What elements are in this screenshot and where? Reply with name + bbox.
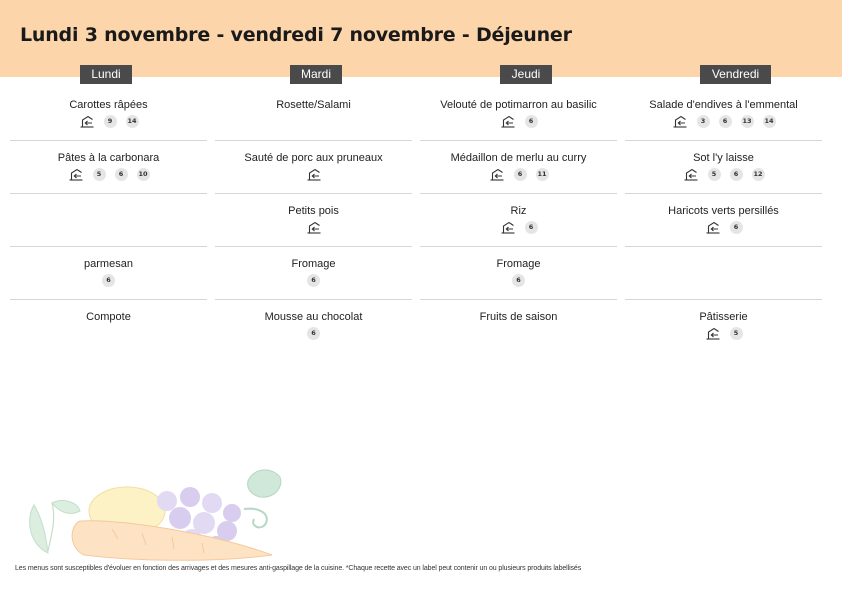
- menu-item-vendredi-3: [625, 194, 822, 247]
- allergen-badge: 6: [307, 274, 320, 287]
- menu-item-jeudi-2: [420, 141, 617, 194]
- dish-tags: [625, 221, 822, 234]
- allergen-badge: 6: [514, 168, 527, 181]
- menu-item-lundi-5: [10, 300, 207, 353]
- allergen-badge: 14: [763, 115, 776, 128]
- anti-waste-label-icon: [683, 168, 699, 181]
- dish-tags: [215, 221, 412, 234]
- dish-tags: [10, 168, 207, 181]
- dish-tags: [420, 115, 617, 128]
- day-tab-lundi: Lundi: [80, 65, 132, 84]
- allergen-badge: 5: [93, 168, 106, 181]
- dish-tags: [215, 274, 412, 287]
- menu-item-lundi-3: [10, 194, 207, 247]
- menu-item-vendredi-5: [625, 300, 822, 353]
- anti-waste-label-icon: [79, 115, 95, 128]
- menu-column-vendredi: [625, 88, 822, 353]
- menu-column-jeudi: [420, 88, 617, 353]
- menu-item-vendredi-1: [625, 88, 822, 141]
- dish-tags: [420, 274, 617, 287]
- dish-tags: [420, 221, 617, 234]
- anti-waste-label-icon: [705, 327, 721, 340]
- menu-item-jeudi-1: [420, 88, 617, 141]
- allergen-badge: 6: [730, 168, 743, 181]
- anti-waste-label-icon: [306, 221, 322, 234]
- allergen-badge: 6: [307, 327, 320, 340]
- dish-tags: [625, 168, 822, 181]
- anti-waste-label-icon: [306, 168, 322, 181]
- allergen-badge: 6: [719, 115, 732, 128]
- allergen-badge: 9: [104, 115, 117, 128]
- allergen-badge: 5: [730, 327, 743, 340]
- dish-name: Fromage: [496, 258, 541, 270]
- dish-name: Médaillon de merlu au curry: [450, 152, 587, 164]
- menu-item-mardi-3: [215, 194, 412, 247]
- day-tab-mardi: Mardi: [290, 65, 342, 84]
- menu-item-mardi-2: [215, 141, 412, 194]
- dish-tags: [215, 168, 412, 181]
- dish-name: Petits pois: [288, 205, 339, 217]
- day-tab-jeudi: Jeudi: [500, 65, 552, 84]
- dish-name: Pâtisserie: [699, 311, 748, 323]
- anti-waste-label-icon: [705, 221, 721, 234]
- menu-item-vendredi-2: [625, 141, 822, 194]
- dish-tags: [10, 274, 207, 287]
- allergen-badge: 11: [536, 168, 549, 181]
- allergen-badge: 14: [126, 115, 139, 128]
- anti-waste-label-icon: [489, 168, 505, 181]
- menu-item-lundi-1: [10, 88, 207, 141]
- dish-name: Riz: [510, 205, 527, 217]
- footer-note: Les menus sont susceptibles d'évoluer en fonction des arrivages et des mesures anti-gaspillage de la cuisine. *Chaque recette avec un label peut contenir un ou plusieurs produits labellisés: [15, 565, 582, 572]
- allergen-badge: 10: [137, 168, 150, 181]
- vegetables-illustration: [22, 463, 292, 565]
- dish-tags: [420, 168, 617, 181]
- allergen-badge: 6: [730, 221, 743, 234]
- dish-tags: [10, 115, 207, 128]
- dish-tags: [625, 115, 822, 128]
- dish-tags: [625, 327, 822, 340]
- dish-name: Sot l'y laisse: [693, 152, 754, 164]
- menu-item-jeudi-3: [420, 194, 617, 247]
- dish-name: Haricots verts persillés: [668, 205, 779, 217]
- dish-tags: [215, 327, 412, 340]
- allergen-badge: 6: [525, 115, 538, 128]
- menu-item-jeudi-5: [420, 300, 617, 353]
- allergen-badge: 6: [512, 274, 525, 287]
- dish-name: Mousse au chocolat: [264, 311, 363, 323]
- menu-item-mardi-5: [215, 300, 412, 353]
- menu-item-lundi-4: [10, 247, 207, 300]
- anti-waste-label-icon: [68, 168, 84, 181]
- anti-waste-label-icon: [500, 221, 516, 234]
- allergen-badge: 12: [752, 168, 765, 181]
- menu-column-lundi: [10, 88, 207, 353]
- menu-item-lundi-2: [10, 141, 207, 194]
- allergen-badge: 6: [115, 168, 128, 181]
- anti-waste-label-icon: [500, 115, 516, 128]
- menu-item-mardi-1: [215, 88, 412, 141]
- dish-name: Salade d'endives à l'emmental: [649, 99, 798, 111]
- day-tab-vendredi: Vendredi: [700, 65, 771, 84]
- allergen-badge: 5: [708, 168, 721, 181]
- page-title: Lundi 3 novembre - vendredi 7 novembre - Déjeuner: [20, 24, 572, 46]
- dish-name: Rosette/Salami: [276, 99, 351, 111]
- dish-name: Velouté de potimarron au basilic: [440, 99, 597, 111]
- menu-item-jeudi-4: [420, 247, 617, 300]
- menu-item-mardi-4: [215, 247, 412, 300]
- menu-column-mardi: [215, 88, 412, 353]
- dish-name: Fromage: [291, 258, 336, 270]
- allergen-badge: 6: [102, 274, 115, 287]
- anti-waste-label-icon: [672, 115, 688, 128]
- dish-name: parmesan: [84, 258, 133, 270]
- menu-item-vendredi-4: [625, 247, 822, 300]
- dish-name: Carottes râpées: [69, 99, 148, 111]
- allergen-badge: 6: [525, 221, 538, 234]
- dish-name: Sauté de porc aux pruneaux: [244, 152, 383, 164]
- allergen-badge: 13: [741, 115, 754, 128]
- allergen-badge: 3: [697, 115, 710, 128]
- dish-name: Compote: [86, 311, 131, 323]
- dish-name: Fruits de saison: [479, 311, 558, 323]
- dish-name: Pâtes à la carbonara: [57, 152, 160, 164]
